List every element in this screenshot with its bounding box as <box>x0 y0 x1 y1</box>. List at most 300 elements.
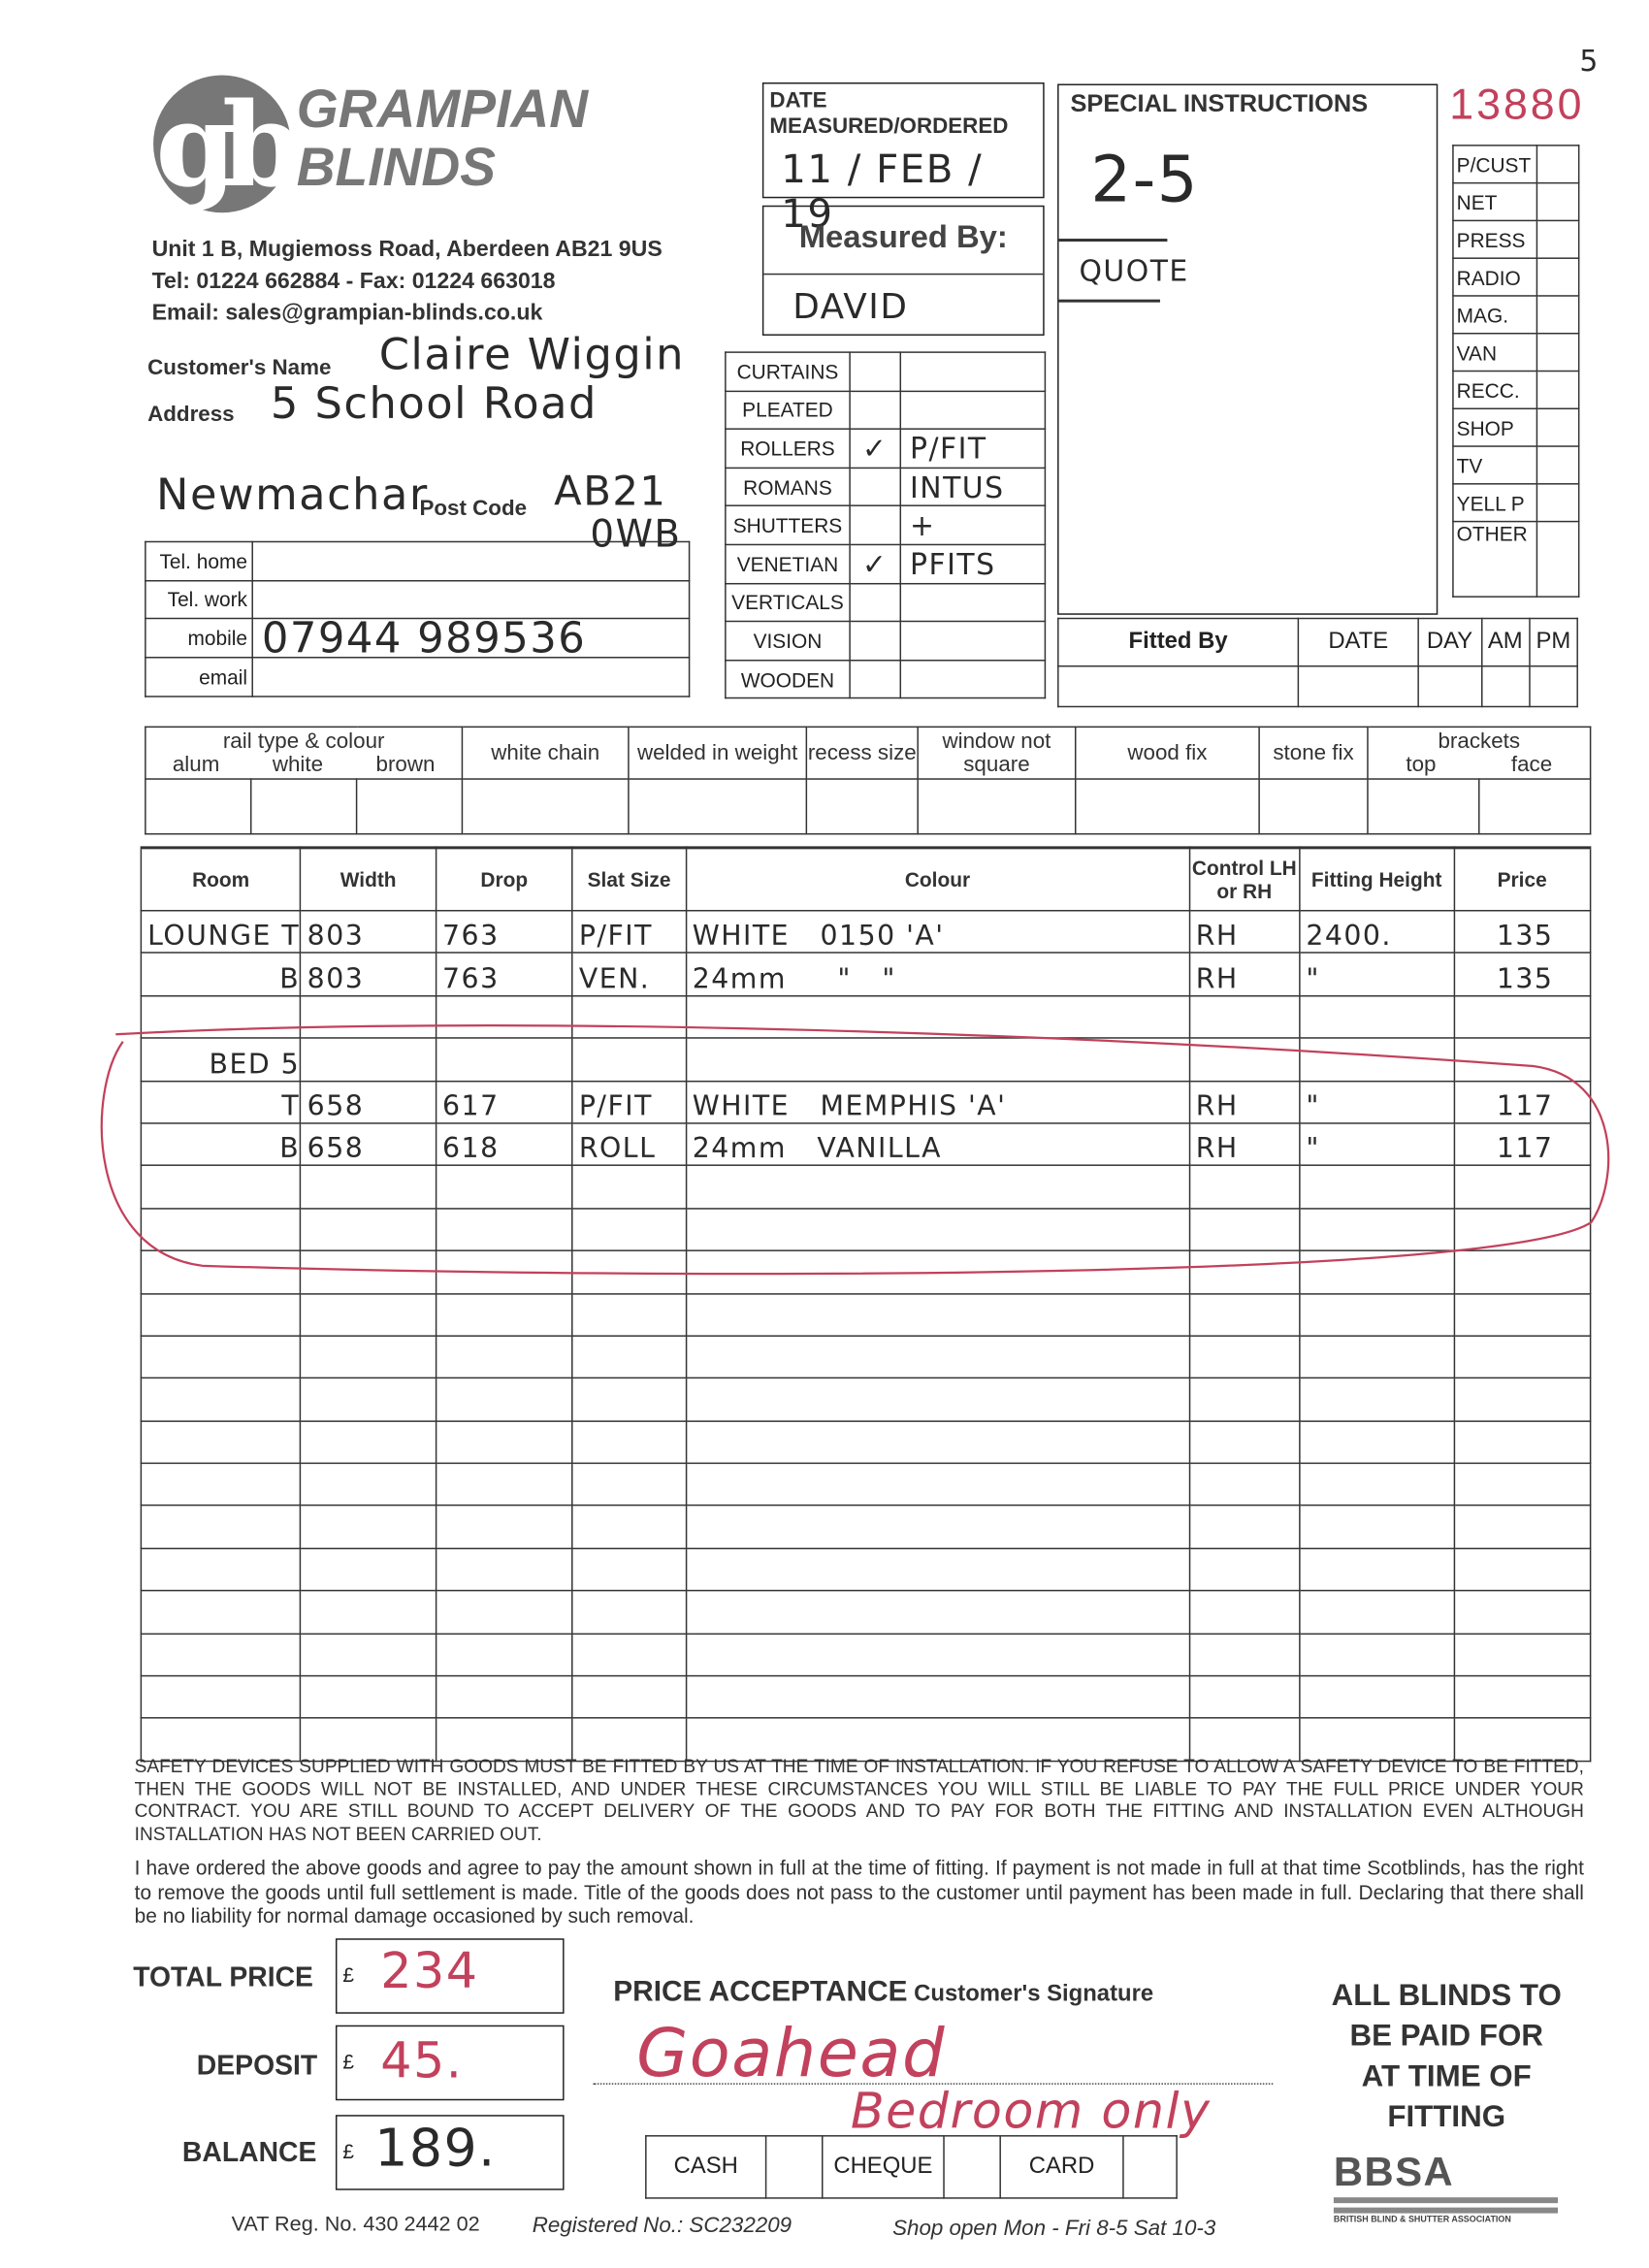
cell-width[interactable] <box>301 1378 436 1421</box>
contact-table <box>145 541 690 697</box>
source-label: P/CUST <box>1453 146 1536 183</box>
company-name-line1: GRAMPIAN <box>296 80 589 140</box>
balance-box[interactable] <box>336 2115 565 2190</box>
table-row <box>141 1378 1590 1421</box>
cell-price[interactable] <box>1454 1506 1591 1548</box>
cell-slat-size[interactable] <box>572 1421 686 1464</box>
cell-colour[interactable] <box>686 1548 1189 1591</box>
column-header-price: Price <box>1454 848 1591 911</box>
column-header-room: Room <box>141 848 301 911</box>
product-tick[interactable] <box>850 660 900 698</box>
underline <box>1059 300 1160 303</box>
product-row <box>726 352 1046 391</box>
cell-room[interactable] <box>141 1421 301 1464</box>
table-row <box>141 1634 1590 1676</box>
table-row <box>141 911 1590 954</box>
cell-room[interactable] <box>141 1591 301 1634</box>
cell-price[interactable]: 117 <box>1454 1081 1591 1123</box>
cell-room[interactable]: T <box>141 1081 301 1123</box>
contact-label: mobile <box>146 619 252 658</box>
special-instructions-line1[interactable]: 2-5 <box>1090 143 1200 217</box>
cell-price[interactable]: 135 <box>1454 911 1591 954</box>
cell-drop[interactable]: 617 <box>436 1081 572 1123</box>
cell-slat-size[interactable] <box>572 1336 686 1378</box>
cell-control[interactable] <box>1189 1506 1300 1548</box>
total-price-label: TOTAL PRICE <box>133 1962 313 1993</box>
table-row <box>141 1548 1590 1591</box>
contact-row <box>146 658 690 697</box>
source-row <box>1453 220 1579 258</box>
cell-colour[interactable] <box>686 1463 1189 1506</box>
cell-width[interactable] <box>301 1293 436 1336</box>
product-type-table <box>725 351 1046 698</box>
source-checkbox[interactable] <box>1536 146 1578 183</box>
brackets-top-label: top <box>1406 751 1437 777</box>
contact-value[interactable]: 07944 989536 <box>252 619 689 658</box>
cell-width[interactable] <box>301 1548 436 1591</box>
brown-label: brown <box>375 751 436 777</box>
cell-room[interactable] <box>141 1378 301 1421</box>
cell-slat-size[interactable] <box>572 1293 686 1336</box>
company-logo <box>153 76 291 213</box>
table-row <box>141 1676 1590 1719</box>
cell-room[interactable] <box>141 1506 301 1548</box>
bedroom-circle-annotation <box>86 1005 1634 1287</box>
cash-checkbox[interactable] <box>766 2136 823 2198</box>
cell-width[interactable]: 803 <box>301 954 436 996</box>
product-note[interactable]: P/FIT <box>900 429 1045 468</box>
cheque-label: CHEQUE <box>823 2136 944 2198</box>
cell-slat-size[interactable] <box>572 1378 686 1421</box>
cell-width[interactable]: 803 <box>301 911 436 954</box>
shop-hours: Shop open Mon - Fri 8-5 Sat 10-3 <box>892 2216 1216 2241</box>
product-label: ROLLERS <box>726 429 850 468</box>
cell-colour[interactable] <box>686 1591 1189 1634</box>
fitted-date-input[interactable] <box>1298 666 1418 707</box>
source-row <box>1453 522 1579 598</box>
recess-size-label: recess size <box>806 727 918 779</box>
cell-colour[interactable] <box>686 1421 1189 1464</box>
cell-drop[interactable] <box>436 1463 572 1506</box>
contact-label: email <box>146 658 252 697</box>
bbsa-logo-text: BBSA <box>1333 2149 1455 2195</box>
cell-fitting-height[interactable]: 2400. <box>1300 911 1454 954</box>
cell-width[interactable] <box>301 1421 436 1464</box>
window-not-square-label: window not square <box>918 727 1076 779</box>
cell-fitting-height[interactable]: " <box>1300 1081 1454 1123</box>
card-checkbox[interactable] <box>1123 2136 1177 2198</box>
cell-colour[interactable] <box>686 1506 1189 1548</box>
rail-type-header <box>146 727 463 779</box>
cell-drop[interactable] <box>436 1548 572 1591</box>
signature-text: Goahead <box>636 2013 947 2092</box>
contact-label: Tel. work <box>146 580 252 619</box>
cell-price[interactable] <box>1454 1293 1591 1336</box>
fitted-pm-label: PM <box>1530 619 1578 666</box>
white-cell[interactable] <box>251 779 357 834</box>
bbsa-logo <box>1333 2149 1558 2225</box>
cell-fitting-height[interactable] <box>1300 1336 1454 1378</box>
welded-cell[interactable] <box>629 779 806 834</box>
source-checkbox[interactable] <box>1536 446 1578 484</box>
white-chain-cell[interactable] <box>462 779 628 834</box>
notice-line: FITTING <box>1387 2100 1506 2134</box>
product-tick[interactable] <box>850 506 900 545</box>
address-line2: Newmachar <box>156 470 429 521</box>
wood-fix-cell[interactable] <box>1076 779 1259 834</box>
logo-emblem: gb <box>153 76 291 213</box>
cell-slat-size[interactable]: VEN. <box>572 954 686 996</box>
cell-fitting-height[interactable]: " <box>1300 954 1454 996</box>
source-label: MAG. <box>1453 296 1536 334</box>
product-label: ROMANS <box>726 468 850 506</box>
cell-colour[interactable] <box>686 1634 1189 1676</box>
cell-room[interactable] <box>141 1548 301 1591</box>
product-row <box>726 583 1046 622</box>
cell-control[interactable]: RH <box>1189 911 1300 954</box>
product-note[interactable] <box>900 622 1045 661</box>
price-acceptance-label: PRICE ACCEPTANCE <box>613 1976 908 2008</box>
card-label: CARD <box>1000 2136 1123 2198</box>
cell-slat-size[interactable]: P/FIT <box>572 1081 686 1123</box>
cell-colour[interactable]: 24mm " " <box>686 954 1189 996</box>
cell-colour[interactable] <box>686 1336 1189 1378</box>
customer-name-value: Claire Wiggin <box>378 330 686 381</box>
column-header-colour: Colour <box>686 848 1189 911</box>
product-row <box>726 622 1046 661</box>
source-checkbox[interactable] <box>1536 372 1578 409</box>
cell-drop[interactable]: 763 <box>436 954 572 996</box>
notice-line: AT TIME OF <box>1361 2059 1532 2093</box>
cell-control[interactable]: RH <box>1189 1081 1300 1123</box>
source-checkbox[interactable] <box>1536 220 1578 258</box>
cell-fitting-height[interactable] <box>1300 1548 1454 1591</box>
cell-slat-size[interactable] <box>572 1676 686 1719</box>
product-note[interactable]: + <box>900 506 1045 545</box>
source-row <box>1453 258 1579 296</box>
contact-label: Tel. home <box>146 541 252 580</box>
table-row <box>141 1463 1590 1506</box>
brackets-top-cell[interactable] <box>1368 779 1479 834</box>
special-instructions-label: SPECIAL INSTRUCTIONS <box>1070 89 1369 117</box>
deposit-box[interactable] <box>336 2025 565 2101</box>
product-note[interactable]: PFITS <box>900 544 1045 583</box>
source-label: SHOP <box>1453 408 1536 446</box>
company-name <box>297 81 588 197</box>
column-header-fitting-height: Fitting Height <box>1300 848 1454 911</box>
cell-price[interactable] <box>1454 1336 1591 1378</box>
product-note[interactable]: INTUS <box>900 468 1045 506</box>
cell-control[interactable] <box>1189 1293 1300 1336</box>
source-row <box>1453 183 1579 221</box>
date-value[interactable]: 11 / FEB / 19 <box>781 147 984 238</box>
cell-room[interactable]: BED 5 <box>141 1038 301 1081</box>
cell-width[interactable] <box>301 1676 436 1719</box>
notice-line: BE PAID FOR <box>1349 2019 1543 2054</box>
column-header-drop: Drop <box>436 848 572 911</box>
fitted-by-input[interactable] <box>1058 666 1299 707</box>
cell-drop[interactable]: 763 <box>436 911 572 954</box>
table-row <box>141 1336 1590 1378</box>
payment-method-table <box>645 2135 1178 2199</box>
payment-notice <box>1302 1976 1591 2138</box>
fitted-am-label: AM <box>1481 619 1530 666</box>
product-row <box>726 468 1046 506</box>
cell-width[interactable]: 658 <box>301 1081 436 1123</box>
brackets-face-cell[interactable] <box>1479 779 1591 834</box>
product-row <box>726 391 1046 430</box>
cell-price[interactable] <box>1454 1676 1591 1719</box>
cell-control[interactable] <box>1189 1463 1300 1506</box>
column-header-slat-size: Slat Size <box>572 848 686 911</box>
total-price-box[interactable] <box>336 1938 565 2014</box>
customer-name-label: Customer's Name <box>147 355 332 381</box>
recess-cell[interactable] <box>806 779 918 834</box>
cell-control[interactable]: RH <box>1189 954 1300 996</box>
product-tick[interactable]: ✓ <box>850 429 900 468</box>
brackets-face-label: face <box>1510 751 1553 777</box>
stone-fix-label: stone fix <box>1259 727 1368 779</box>
wood-fix-label: wood fix <box>1076 727 1259 779</box>
source-checkbox[interactable] <box>1536 408 1578 446</box>
company-email: Email: sales@grampian-blinds.co.uk <box>151 301 543 326</box>
cell-slat-size[interactable] <box>572 1463 686 1506</box>
underline <box>1059 239 1168 242</box>
cell-drop[interactable] <box>436 1676 572 1719</box>
signature-note: Bedroom only <box>850 2083 1212 2142</box>
cell-control[interactable] <box>1189 1591 1300 1634</box>
table-row <box>141 954 1590 996</box>
cell-price[interactable] <box>1454 1548 1591 1591</box>
cell-price[interactable]: 135 <box>1454 954 1591 996</box>
currency-symbol: £ <box>342 2139 355 2163</box>
total-price-value: 234 <box>380 1942 479 2001</box>
cell-price[interactable]: 117 <box>1454 1123 1591 1166</box>
cell-slat-size[interactable]: ROLL <box>572 1123 686 1166</box>
cell-fitting-height[interactable] <box>1300 1676 1454 1719</box>
cell-colour[interactable]: WHITE 0150 'A' <box>686 911 1189 954</box>
source-checkbox[interactable] <box>1536 183 1578 221</box>
measured-by-box <box>762 206 1045 336</box>
cell-control[interactable]: RH <box>1189 1123 1300 1166</box>
source-label: RECC. <box>1453 372 1536 409</box>
source-row <box>1453 334 1579 372</box>
brackets-header <box>1368 727 1591 779</box>
cell-control[interactable] <box>1189 1336 1300 1378</box>
product-tick[interactable] <box>850 468 900 506</box>
cell-price[interactable] <box>1454 1421 1591 1464</box>
product-row <box>726 660 1046 698</box>
fitted-pm-input[interactable] <box>1530 666 1578 707</box>
source-row <box>1453 446 1579 484</box>
cheque-checkbox[interactable] <box>944 2136 1000 2198</box>
contact-value[interactable] <box>252 658 689 697</box>
product-tick[interactable]: ✓ <box>850 544 900 583</box>
source-label: TV <box>1453 446 1536 484</box>
notice-line: ALL BLINDS TO <box>1331 1979 1562 2013</box>
cell-price[interactable] <box>1454 1591 1591 1634</box>
table-row <box>141 1293 1590 1336</box>
contact-row <box>146 541 690 580</box>
white-chain-label: white chain <box>462 727 628 779</box>
cell-room[interactable]: B <box>141 1123 301 1166</box>
cell-drop[interactable] <box>436 1591 572 1634</box>
white-label: white <box>272 751 324 777</box>
cell-slat-size[interactable] <box>572 1548 686 1591</box>
special-instructions-line2[interactable]: QUOTE <box>1079 252 1189 288</box>
cell-fitting-height[interactable] <box>1300 1463 1454 1506</box>
cell-colour[interactable]: 24mm VANILLA <box>686 1123 1189 1166</box>
source-table <box>1452 145 1579 598</box>
measured-by-value[interactable]: DAVID <box>792 286 909 328</box>
stone-fix-cell[interactable] <box>1259 779 1368 834</box>
source-checkbox[interactable] <box>1536 522 1578 598</box>
cell-width[interactable] <box>301 1463 436 1506</box>
cell-fitting-height[interactable] <box>1300 1293 1454 1336</box>
product-label: CURTAINS <box>726 352 850 391</box>
cell-drop[interactable] <box>436 1336 572 1378</box>
product-row <box>726 544 1046 583</box>
cell-drop[interactable] <box>436 1634 572 1676</box>
source-checkbox[interactable] <box>1536 258 1578 296</box>
cell-room[interactable] <box>141 1676 301 1719</box>
cell-control[interactable] <box>1189 1634 1300 1676</box>
address-label: Address <box>147 402 235 427</box>
cell-room[interactable]: LOUNGE T <box>141 911 301 954</box>
cell-drop[interactable] <box>436 1421 572 1464</box>
product-tick[interactable] <box>850 622 900 661</box>
cell-width[interactable] <box>301 1506 436 1548</box>
product-label: WOODEN <box>726 660 850 698</box>
safety-terms: SAFETY DEVICES SUPPLIED WITH GOODS MUST BE FITTED BY US AT THE TIME OF INSTALLATION. IF YOU REFUSE TO ALLOW A SAFETY DEVICE TO BE FITTED, THEN THE GOODS WILL NOT BE INSTALLED, AND UNDER THESE CIRCUMSTANCES YOU WILL STILL BE LIABLE TO PAY THE FULL PRICE UNDER YOUR CONTRACT. YOU ARE STILL BOUND TO ACCEPT DELIVERY OF THE GOODS AND TO PAY FOR BOTH THE FITTING AND INSTALLATION EVEN ALTHOUGH INSTALLATION HAS NOT BEEN CARRIED OUT. <box>134 1754 1584 1844</box>
window-cell[interactable] <box>918 779 1076 834</box>
cell-fitting-height[interactable] <box>1300 1421 1454 1464</box>
table-row <box>141 1591 1590 1634</box>
cell-drop[interactable] <box>436 1506 572 1548</box>
cell-control[interactable] <box>1189 1676 1300 1719</box>
table-row <box>141 1421 1590 1464</box>
company-contact <box>152 235 663 330</box>
fitted-am-input[interactable] <box>1481 666 1530 707</box>
cell-colour[interactable] <box>686 1378 1189 1421</box>
cell-width[interactable] <box>301 1634 436 1676</box>
bbsa-subtitle: BRITISH BLIND & SHUTTER ASSOCIATION <box>1333 2216 1511 2225</box>
product-note[interactable] <box>900 352 1045 391</box>
source-checkbox[interactable] <box>1536 484 1578 522</box>
product-note[interactable] <box>900 391 1045 430</box>
source-row <box>1453 146 1579 183</box>
fitted-day-input[interactable] <box>1418 666 1481 707</box>
source-label: RADIO <box>1453 258 1536 296</box>
cell-drop[interactable] <box>436 1293 572 1336</box>
cell-fitting-height[interactable]: " <box>1300 1123 1454 1166</box>
product-label: VERTICALS <box>726 583 850 622</box>
cell-control[interactable] <box>1189 1421 1300 1464</box>
product-note[interactable] <box>900 660 1045 698</box>
payment-terms: I have ordered the above goods and agree to pay the amount shown in full at the time of fitting. If payment is not made in full at that time Scotblinds, has the right to remove the goods until full settlement is made. Title of the goods does not pass to the customer until payment has been made in full. Declaring that there shall be no liability for normal damage occasioned by such removal. <box>134 1856 1584 1928</box>
product-label: PLEATED <box>726 391 850 430</box>
source-row <box>1453 484 1579 522</box>
column-header-control: Control LH or RH <box>1189 848 1300 911</box>
postcode-line2: 0WB <box>590 513 682 558</box>
cell-width[interactable] <box>301 1336 436 1378</box>
measured-by-label: Measured By: <box>763 207 1043 275</box>
cell-price[interactable] <box>1454 1378 1591 1421</box>
postcode-label: Post Code <box>419 496 528 521</box>
cell-slat-size[interactable] <box>572 1634 686 1676</box>
contact-value[interactable] <box>252 541 689 580</box>
registered-number: Registered No.: SC232209 <box>532 2213 792 2238</box>
cell-fitting-height[interactable] <box>1300 1378 1454 1421</box>
cell-fitting-height[interactable] <box>1300 1634 1454 1676</box>
cell-drop[interactable] <box>436 1378 572 1421</box>
postcode-line1: AB21 <box>554 467 667 515</box>
cell-slat-size[interactable] <box>572 1506 686 1548</box>
brown-cell[interactable] <box>357 779 463 834</box>
cell-room[interactable] <box>141 1336 301 1378</box>
source-label: OTHER <box>1453 522 1536 598</box>
signature-label: Customer's Signature <box>914 1981 1154 2007</box>
address-line2-field[interactable] <box>156 467 706 558</box>
cell-control[interactable] <box>1189 1378 1300 1421</box>
contact-row <box>146 619 690 658</box>
cell-drop[interactable]: 618 <box>436 1123 572 1166</box>
product-row <box>726 429 1046 468</box>
product-tick[interactable] <box>850 583 900 622</box>
cell-price[interactable] <box>1454 1634 1591 1676</box>
product-note[interactable] <box>900 583 1045 622</box>
corner-mark: 5 <box>1579 43 1600 79</box>
fitted-by-label: Fitted By <box>1058 619 1299 666</box>
cell-fitting-height[interactable] <box>1300 1591 1454 1634</box>
cell-slat-size[interactable]: P/FIT <box>572 911 686 954</box>
cell-room[interactable] <box>141 1293 301 1336</box>
options-table <box>145 727 1591 835</box>
address-field[interactable] <box>147 379 709 432</box>
fitted-by-table <box>1057 618 1578 707</box>
deposit-label: DEPOSIT <box>196 2051 318 2082</box>
alum-label: alum <box>172 751 220 777</box>
source-label: PRESS <box>1453 220 1536 258</box>
source-checkbox[interactable] <box>1536 296 1578 334</box>
cell-fitting-height[interactable] <box>1300 1506 1454 1548</box>
cell-width[interactable]: 658 <box>301 1123 436 1166</box>
table-row <box>141 1506 1590 1548</box>
product-tick[interactable] <box>850 352 900 391</box>
source-label: NET <box>1453 183 1536 221</box>
cell-width[interactable] <box>301 1591 436 1634</box>
cell-room[interactable] <box>141 1463 301 1506</box>
balance-label: BALANCE <box>181 2138 317 2169</box>
company-address: Unit 1 B, Mugiemoss Road, Aberdeen AB21 9US <box>151 237 663 262</box>
balance-value: 189. <box>374 2119 497 2179</box>
cell-room[interactable]: B <box>141 954 301 996</box>
cell-slat-size[interactable] <box>572 1591 686 1634</box>
source-row <box>1453 296 1579 334</box>
cell-colour[interactable]: WHITE MEMPHIS 'A' <box>686 1081 1189 1123</box>
cell-control[interactable] <box>1189 1548 1300 1591</box>
company-name-line2: BLINDS <box>296 137 497 197</box>
product-tick[interactable] <box>850 391 900 430</box>
alum-cell[interactable] <box>146 779 251 834</box>
cell-colour[interactable] <box>686 1676 1189 1719</box>
currency-symbol: £ <box>342 1962 355 1987</box>
cell-price[interactable] <box>1454 1463 1591 1506</box>
measurements-table <box>141 846 1592 1762</box>
cell-colour[interactable] <box>686 1293 1189 1336</box>
source-checkbox[interactable] <box>1536 334 1578 372</box>
cell-room[interactable] <box>141 1634 301 1676</box>
